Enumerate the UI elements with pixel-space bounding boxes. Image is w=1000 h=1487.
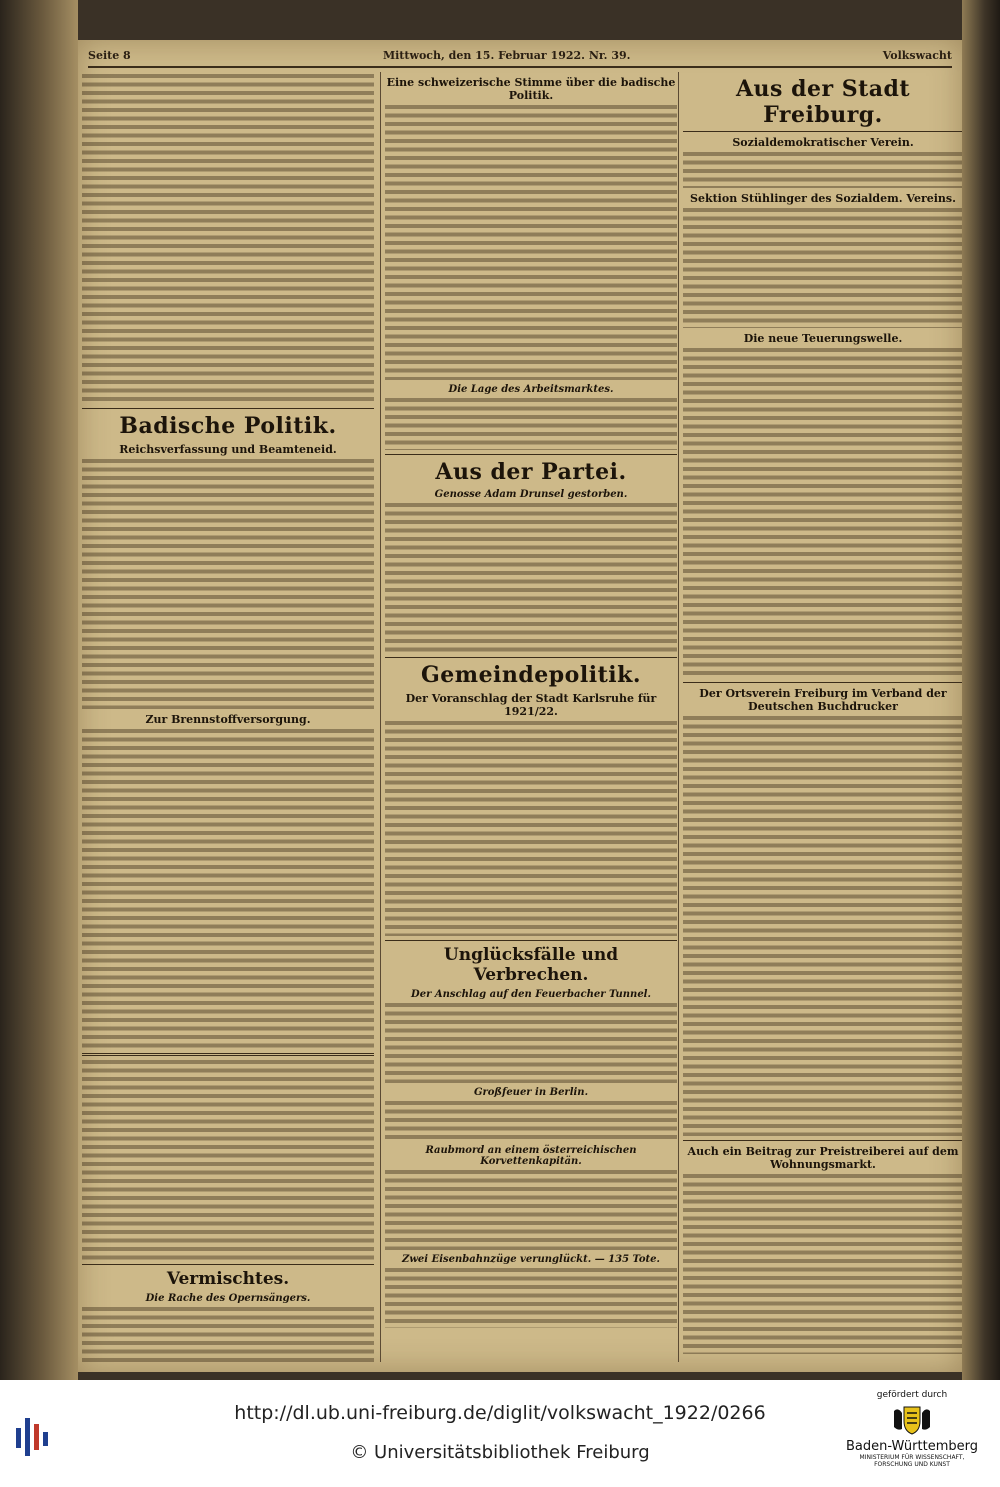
viewer-footer	[0, 1380, 1000, 1487]
copyright-notice: © Universitätsbibliothek Freiburg	[350, 1442, 650, 1463]
article-body	[683, 208, 962, 328]
article-heading: Reichsverfassung und Beamteneid.	[119, 443, 337, 456]
article-heading: Sozialdemokratischer Verein.	[732, 136, 914, 149]
article-body	[385, 1268, 677, 1328]
article-body	[683, 1174, 962, 1354]
running-head	[88, 44, 952, 68]
article-heading: Großfeuer in Berlin.	[473, 1087, 589, 1098]
section-heading: Unglücksfälle und Verbrechen.	[443, 945, 619, 985]
article-heading: Genosse Adam Drunsel gestorben.	[434, 489, 628, 500]
article-body	[385, 1003, 677, 1083]
article-body	[385, 503, 677, 653]
column-3	[678, 72, 962, 1362]
article-body	[385, 721, 677, 936]
funder-logo	[842, 1390, 982, 1480]
divider	[82, 1053, 374, 1056]
article-body	[683, 152, 962, 188]
article-heading: Auch ein Beitrag zur Preistreiberei auf dem Wohnungsmarkt.	[687, 1145, 959, 1171]
article-body	[82, 1307, 374, 1362]
scan-right-edge	[962, 0, 1000, 1380]
page-number: Seite 8	[88, 48, 131, 62]
divider	[82, 1264, 374, 1265]
section-heading: Aus der Partei.	[435, 459, 627, 485]
newspaper-page	[78, 40, 962, 1372]
column-1	[82, 72, 374, 1362]
article-body	[385, 398, 677, 450]
article-heading: Die Lage des Arbeitsmarktes.	[448, 384, 614, 395]
coat-of-arms-icon	[890, 1403, 934, 1437]
scan-binding-edge	[0, 0, 78, 1380]
feuilleton-body	[82, 1060, 374, 1260]
article-body	[683, 716, 962, 1136]
article-heading: Die Rache des Opernsängers.	[145, 1293, 311, 1304]
article-body	[82, 74, 374, 404]
article-heading: Zur Brennstoffversorgung.	[145, 713, 311, 726]
article-heading: Eine schweizerische Stimme über die badische Politik.	[386, 76, 676, 102]
issue-date: Mittwoch, den 15. Februar 1922. Nr. 39.	[382, 48, 631, 62]
divider	[683, 131, 962, 132]
funder-ministry: MINISTERIUM FÜR WISSENSCHAFT, FORSCHUNG UND KUNST	[859, 1454, 965, 1468]
masthead-name: Volkswacht	[882, 48, 952, 62]
article-heading: Raubmord an einem österreichischen Korvettenkapitän.	[425, 1145, 637, 1167]
divider	[385, 454, 677, 455]
divider	[385, 657, 677, 658]
funder-name: Baden-Württemberg	[846, 1439, 978, 1454]
divider	[683, 1140, 962, 1141]
section-heading: Badische Politik.	[119, 413, 337, 439]
funded-by-label: gefördert durch	[876, 1390, 948, 1400]
article-body	[385, 1170, 677, 1250]
article-body	[683, 348, 962, 678]
article-body	[385, 1101, 677, 1141]
divider	[82, 408, 374, 409]
article-heading: Der Voranschlag der Stadt Karlsruhe für 1921/22.	[405, 692, 657, 718]
article-heading: Sektion Stühlinger des Sozialdem. Vereins.	[690, 192, 956, 205]
divider	[385, 940, 677, 941]
article-heading: Der Anschlag auf den Feuerbacher Tunnel.	[411, 989, 651, 1000]
article-heading: Zwei Eisenbahnzüge verunglückt. — 135 Tote.	[402, 1254, 660, 1265]
section-heading: Aus der Stadt Freiburg.	[735, 76, 911, 128]
divider	[683, 682, 962, 683]
section-heading: Gemeindepolitik.	[421, 662, 641, 688]
section-heading: Vermischtes.	[166, 1269, 290, 1289]
article-body	[82, 729, 374, 1049]
article-heading: Die neue Teuerungswelle.	[743, 332, 903, 345]
article-body	[82, 459, 374, 709]
article-heading: Der Ortsverein Freiburg im Verband der Deutschen Buchdrucker	[699, 687, 947, 713]
column-2	[380, 72, 677, 1362]
permalink-url[interactable]: http://dl.ub.uni-freiburg.de/diglit/volkswacht_1922/0266	[234, 1402, 766, 1424]
article-body	[385, 105, 677, 380]
